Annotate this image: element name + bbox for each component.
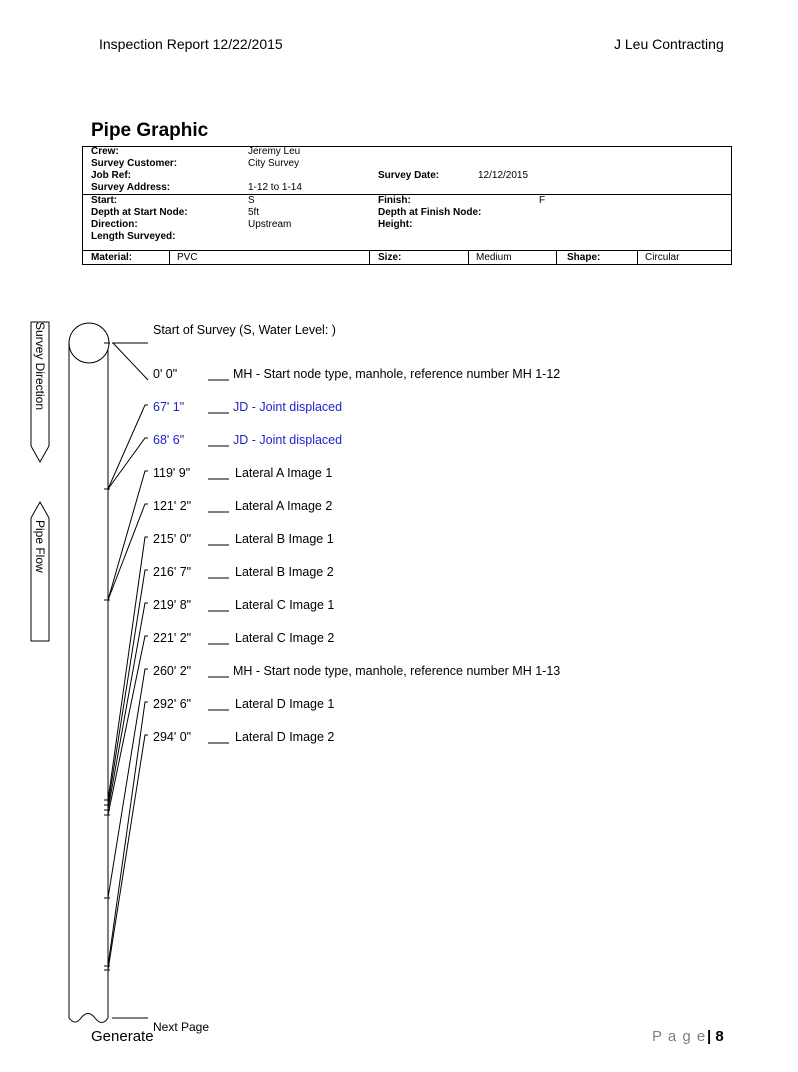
observation-leader-line (113, 343, 148, 380)
crew-label: Crew: (91, 146, 119, 157)
shape-value: Circular (645, 252, 680, 263)
start-value: S (239, 195, 369, 208)
shape-label: Shape: (567, 252, 601, 263)
observation-description: JD - Joint displaced (233, 400, 343, 414)
material-label: Material: (91, 252, 133, 263)
observation-distance: 67' 1" (153, 400, 185, 414)
observation-distance: 221' 2" (153, 631, 192, 645)
start-manhole-circle (69, 323, 109, 363)
pipe-flow-label: Pipe Flow (33, 520, 47, 573)
observation-description: Lateral A Image 2 (235, 499, 333, 513)
page-label: P a g e (652, 1028, 707, 1045)
survey-date-value: 12/12/2015 (478, 170, 529, 181)
size-label: Size: (378, 252, 402, 263)
observation-leader-line (108, 735, 148, 970)
observation-description: Lateral C Image 2 (235, 631, 335, 645)
observation-description: Lateral B Image 2 (235, 565, 334, 579)
observation-description: JD - Joint displaced (233, 433, 343, 447)
observation-distance: 219' 8" (153, 598, 192, 612)
observation-distance: 260' 2" (153, 664, 192, 678)
size-value: Medium (476, 252, 512, 263)
direction-label: Direction: (91, 219, 138, 230)
depth-start-value: 5ft (248, 207, 260, 218)
observation-distance: 216' 7" (153, 565, 192, 579)
observation-description: MH - Start node type, manhole, reference number MH 1-12 (233, 367, 561, 381)
generate-label: Generate (91, 1028, 154, 1045)
observation-leader-line (108, 537, 148, 800)
observation-description: Lateral C Image 1 (235, 598, 335, 612)
observation-description: MH - Start node type, manhole, reference number MH 1-13 (233, 664, 561, 678)
direction-value: Upstream (248, 219, 292, 230)
observation-leader-line (108, 603, 148, 810)
length-label: Length Surveyed: (91, 231, 176, 242)
material-value: PVC (177, 252, 198, 263)
observation-description: Lateral B Image 1 (235, 532, 334, 546)
observation-description: Lateral D Image 1 (235, 697, 335, 711)
report-title: Inspection Report 12/22/2015 (99, 36, 283, 52)
observation-distance: 68' 6" (153, 433, 185, 447)
survey-direction-label-box (27, 322, 53, 462)
pipe-break-wave (69, 1014, 108, 1023)
finish-value: F (469, 195, 732, 208)
address-label: Survey Address: (91, 182, 171, 193)
page-number-box: | 8 (707, 1028, 724, 1045)
depth-finish-label: Depth at Finish Node: (378, 207, 482, 218)
observation-distance: 0' 0" (153, 367, 178, 381)
customer-label: Survey Customer: (91, 158, 178, 169)
observation-leader-line (108, 471, 148, 600)
start-of-survey-label: Start of Survey (S, Water Level: ) (153, 323, 336, 337)
observation-leader-line (108, 669, 148, 898)
crew-value: Jeremy Leu (248, 146, 301, 157)
observation-distance: 121' 2" (153, 499, 192, 513)
address-value: 1-12 to 1-14 (248, 182, 302, 193)
finish-label: Finish: (369, 195, 469, 208)
survey-date-label: Survey Date: (378, 170, 440, 181)
survey-direction-label: Survey Direction (33, 322, 47, 411)
section-title: Pipe Graphic (91, 120, 209, 141)
observation-description: Lateral D Image 2 (235, 730, 335, 744)
observation-distance: 215' 0" (153, 532, 192, 546)
depth-start-label: Depth at Start Node: (91, 207, 188, 218)
start-label: Start: (82, 195, 239, 208)
height-label: Height: (378, 219, 413, 230)
company-name: J Leu Contracting (614, 36, 724, 52)
observation-leader-line (108, 405, 148, 489)
observation-leader-line (108, 504, 148, 600)
jobref-label: Job Ref: (91, 170, 131, 181)
page-number: 8 (715, 1028, 724, 1045)
observation-distance: 294' 0" (153, 730, 192, 744)
observation-distance: 292' 6" (153, 697, 192, 711)
customer-value: City Survey (248, 158, 300, 169)
pipe-flow-label-box (27, 520, 53, 640)
observation-distance: 119' 9" (153, 466, 191, 480)
next-page-label: Next Page (153, 1020, 210, 1034)
observation-description: Lateral A Image 1 (235, 466, 333, 480)
observation-leader-line (108, 702, 148, 966)
